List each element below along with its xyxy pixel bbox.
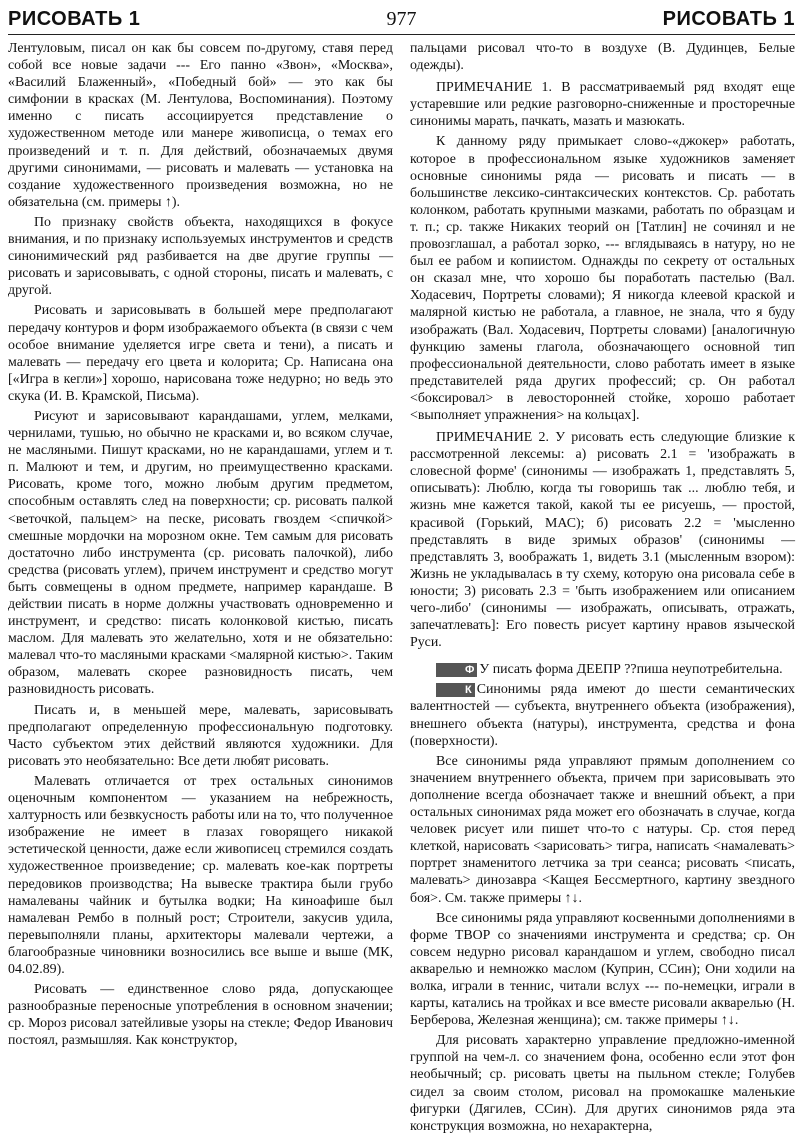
paragraph: По признаку свойств объекта, находящихся в фокусе внимания, и по признаку используемых инструментов и средств синонимический ряд разбивается на две другие группы — рисовать и зарисовывать, с одной стороны, писать и малевать, с другой. [8,214,393,299]
header-headword-left: РИСОВАТЬ 1 [8,7,141,30]
left-column [8,40,393,1052]
paragraph: Все синонимы ряда управляют косвенными дополнениями в форме ТВОР со значениями инструмента и средства; ср. Он совсем недурно рисовал карандашом и углем, свободно писал акварелью и немножко маслом (Куприн, ССин); Они ходили на волка, играли в теннис, читали вслух --- по-немецки, играли в карты, катались на тройках и все вместе рисовали акварелью (Н. Берберова, Железная женщина); см. также примеры ↑↓. [410,910,795,1029]
running-header [8,4,795,35]
paragraph: Рисуют и зарисовывают карандашами, углем, мелками, чернилами, тушью, но обычно не красками и, во всяком случае, не масляными. Пишут красками, но не карандашами, углем и т. п. Малюют и тем, и другим, но преимущественно красками. Рисовать, кроме того, можно любым другим предметом, способным оставлять след на поверхности; ср. рисовать палкой <веточкой, пальцем> на песке, рисовать гвоздем <спичкой> смешные мордочки на морозном окне. Тем самым для рисовать достаточно либо инструмента (ср. рисовать палочкой), либо средства (рисовать углем), причем инструмент и средство могут быть совмещены в одном предмете, например карандаше. В действии писать в норме должны участвовать одновременно и инструмент, и средство: писать колонковой кистью, писать маслом. Для малевать это желательно, хотя и не обязательно: малевал что-то масляными красками <малярной кистью>. Таким образом, малевать скорее разновидность писать, чем разновидность рисовать. [8,408,393,698]
section-marker-f: Ф [436,663,477,677]
constructions-section [410,681,795,749]
note-paragraph: ПРИМЕЧАНИЕ 2. У рисовать есть следующие близкие к рассмотренной лексемы: а) рисовать 2.1 = 'изображать в словесной форме' (синонимы — изображать 1, представлять 5, описывать): Люблю, когда ты говоришь так ... люблю тебя, и жизнь мне кажется такой, какой ты ее рисуешь, — простой, красивой (Горький, МАС); б) рисовать 2.2 = 'мысленно представлять в виде зримых образов' (синонимы — представлять 3, воображать 1, видеть 3.1 (мысленным взором): Жизнь не укладывалась в ту схему, которую она рисовала себе в юности; 3) рисовать 2.3 = 'быть изображением или описанием чего-либо' (синонимы — изображать, описывать, отражать, запечатлевать]: Его повесть рисует картину нравов языческой Руси. [410,430,795,651]
paragraph: К данному ряду примыкает слово-«джокер» работать, которое в профессиональном языке художников заменяет основные синонимы ряда — рисовать и писать — в большинстве лексико-синтаксических контекстов. Ср. работать колонком, работать крупными мазками, работать по образцам и т. п.; ср. также Никаких теорий он [Татлин] не сочинял и не провозглашал, а работал зорко, --- вглядываясь в натуру, но не был ее рабом и копиистом. Однажды по секрету от остальных он сказал мне, что хорошо бы поработать пастелью (Вал. Ходасевич, Портреты словами); Я никогда клеевой краской и малярной кистью не работала, а главное, не знала, что я буду изображать (Вал. Ходасевич, Портреты словами) [аналогичную функцию замены глагола, обозначающего основной тип профессиональной деятельности, слово работать имеет в языке представителей ряда других профессий; ср. Он работал <боксировал> в левосторонней стойке, хорошо работает <выполняет упражнения> на кольцах]. [410,134,795,423]
page-number: 977 [386,7,417,30]
right-column [410,40,795,1134]
constructions-section-text: Синонимы ряда имеют до шести семантических валентностей — субъекта, внутреннего объекта (изображения), внешнего объекта (натуры), инструмента, средства и фона (поверхности). [410,682,795,749]
paragraph: Рисовать и зарисовывать в большей мере предполагают передачу контуров и форм изображаемого объекта (в связи с чем особое внимание уделяется игре света и тени), а писать и малевать — передачу его цвета и колорита; Ср. Написана она [«Игра в кегли»] хорошо, нарисована тоже недурно; но ведь это скука (И. В. Крамской, Письма). [8,303,393,404]
form-section-text: У писать форма ДЕЕПР ??пиша неупотребительна. [479,662,783,678]
form-section [410,661,795,678]
paragraph: Все синонимы ряда управляют прямым дополнением со значением внутреннего объекта, причем при зарисовывать это дополнение всегда обозначает также и внешний объект, а при остальных синонимах ряда может его обозначать в случае, когда человек рисует или пишет что-то с натуры. Ср. стоя перед клеткой, нарисовать <зарисовать> тигра, написать <намалевать> портрет знаменитого летчика за три сеанса; рисовать <писать, малевать> динозавра <Кащея Бессмертного, картину звездного боя>. См. также примеры ↑↓. [410,753,795,906]
header-headword-right: РИСОВАТЬ 1 [662,7,795,30]
paragraph: Лентуловым, писал он как бы совсем по-другому, ставя перед собой все новые задачи --- Его панно «Звон», «Москва», «Василий Блаженный», «Победный бой» — это как бы симфонии в красках (М. Лентулова, Воспоминания). Поэтому именно с писать ассоциируется представление о художественном методе или манере живописца, о темах его произведений и т. п. Для действий, обозначаемых двумя другими синонимами, — рисовать и малевать — установка на создание художественного произведения возможна, но не обязательна (см. примеры ↑). [8,41,393,210]
paragraph: Для рисовать характерно управление предложно-именной группой на чем-л. со значением фона, особенно если этот фон необычный; ср. рисовать цветы на пыльном стекле; Голубев сидел за своим столом, рисовал на промокашке маленькие фигурки (Дягилев, ССин). Для других синонимов ряда эта конструкция возможна, но нехарактерна, [410,1033,795,1134]
paragraph: Малевать отличается от трех остальных синонимов оценочным компонентом — указанием на небрежность, халтурность или безвкусность работы или на то, что полученное изображение не имеет в глазах говорящего никакой эстетической ценности, даже если живописец стремился создать художественное произведение; ср. малевать кое-как портреты передовиков производства; На вывеске трактира были грубо намалеваны чайник и бутылка водки; На киноафише был намалеван Рембо в полный рост; Строители, закусив удила, перевыполняли планы, архитекторы малевали чертежи, а благообразные чиновники возносились все выше и выше (МК, 04.02.89). [8,773,393,977]
paragraph: Рисовать — единственное слово ряда, допускающее разнообразные переносные употребления в основном значении; ср. Мороз рисовал затейливые узоры на стекле; Федор Иванович постоял, размышляя. Как конструктор, [8,982,393,1049]
paragraph: пальцами рисовал что-то в воздухе (В. Дудинцев, Белые одежды). [410,41,795,74]
note-paragraph: ПРИМЕЧАНИЕ 1. В рассматриваемый ряд входят еще устаревшие или редкие разговорно-сниженные и просторечные синонимы марать, пачкать, мазать и мазюкать. [410,80,795,130]
paragraph: Писать и, в меньшей мере, малевать, зарисовывать предполагают определенную профессиональную подготовку. Часто субъектом этих действий являются художники. Для рисовать это необязательно: Все дети любят рисовать. [8,702,393,769]
section-marker-k: К [436,683,475,697]
